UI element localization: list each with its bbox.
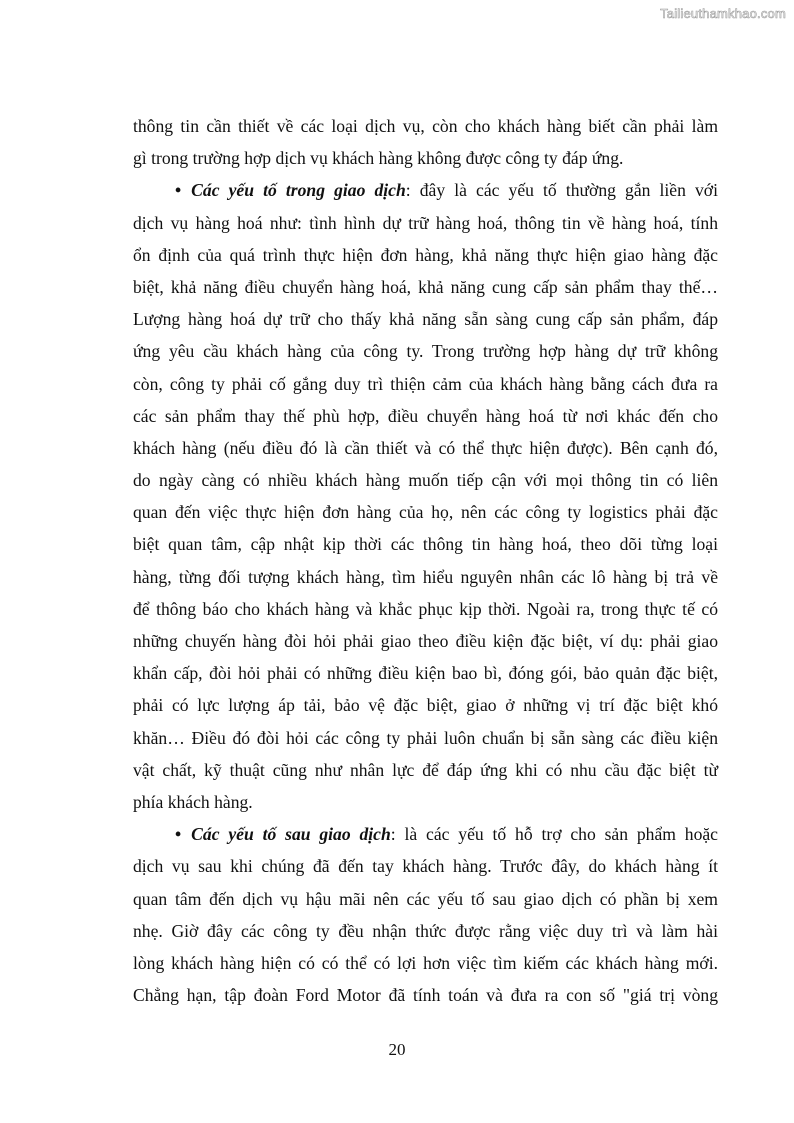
intro-line: thông tin cần thiết về các loại dịch vụ, còn cho khách hàng biết cần phải làm	[133, 116, 718, 136]
bullet-transaction-first-line	[133, 174, 718, 206]
page-number: 20	[388, 1040, 406, 1059]
paragraph-line: còn, công ty phải cố gắng duy trì thiện cảm của khách hàng bằng cách đưa ra	[133, 373, 718, 394]
paragraph-line: khách hàng (nếu điều đó là cần thiết và có thể thực hiện được). Bên cạnh đó,	[133, 437, 718, 458]
watermark-text: Tailieuthamkhao.com	[660, 6, 786, 21]
paragraph-line: do ngày càng có nhiều khách hàng muốn tiếp cận với mọi thông tin có liên	[133, 470, 718, 491]
paragraph-line: biệt quan tâm, cập nhật kịp thời các thông tin hàng hoá, theo dõi từng loại	[133, 534, 718, 555]
paragraph-line: các sản phẩm thay thế phù hợp, điều chuyển hàng hoá từ nơi khác đến cho	[133, 405, 718, 426]
paragraph-line: khăn… Điều đó đòi hỏi các công ty phải luôn chuẩn bị sẵn sàng các điều kiện	[133, 727, 718, 748]
bullet-term: Các yếu tố sau giao dịch	[191, 824, 391, 845]
paragraph-line: dịch vụ hàng hoá như: tình hình dự trữ hàng hoá, thông tin về hàng hoá, tính	[133, 212, 718, 233]
paragraph-line: Chẳng hạn, tập đoàn Ford Motor đã tính toán và đưa ra con số "giá trị vòng	[133, 985, 718, 1006]
bullet-text: : đây là các yếu tố thường gắn liền với	[405, 180, 718, 201]
paragraph-line: lòng khách hàng hiện có có thể có lợi hơn việc tìm kiếm các khách hàng mới.	[133, 952, 718, 973]
paragraph-line: những chuyến hàng đòi hỏi phải giao theo điều kiện đặc biệt, ví dụ: phải giao	[133, 631, 718, 651]
intro-line: gì trong trường hợp dịch vụ khách hàng không được công ty đáp ứng.	[133, 148, 624, 169]
paragraph-line: Lượng hàng hoá dự trữ cho thấy khả năng sẵn sàng cung cấp sản phẩm, đáp	[133, 309, 718, 330]
paragraph-line: khẩn cấp, đòi hỏi phải có những điều kiện bao bì, đóng gói, bảo quản đặc biệt,	[133, 663, 718, 684]
paragraph-line: vật chất, kỹ thuật cũng như nhân lực để đáp ứng khi có nhu cầu đặc biệt từ	[133, 759, 718, 780]
bullet-term: Các yếu tố trong giao dịch	[191, 180, 406, 201]
bullet-icon: •	[175, 180, 182, 201]
paragraph-line: quan đến việc thực hiện đơn hàng của họ, nên các công ty logistics phải đặc	[133, 502, 718, 523]
paragraph-line: ứng yêu cầu khách hàng của công ty. Trong trường hợp hàng dự trữ không	[133, 341, 718, 362]
paragraph-line: phía khách hàng.	[133, 791, 253, 812]
paragraph-line: quan tâm đến dịch vụ hậu mãi nên các yếu tố sau giao dịch có phần bị xem	[133, 888, 718, 909]
paragraph-line: nhẹ. Giờ đây các công ty đều nhận thức được rằng việc duy trì và làm hài	[133, 920, 718, 941]
bullet-post-transaction-first-line	[133, 818, 718, 850]
bullet-icon: •	[175, 824, 182, 845]
paragraph-line: phải có lực lượng áp tải, bảo vệ đặc biệt, giao ở những vị trí đặc biệt khó	[133, 695, 718, 716]
paragraph-line: dịch vụ sau khi chúng đã đến tay khách hàng. Trước đây, do khách hàng ít	[133, 856, 718, 877]
document-body	[133, 110, 718, 1011]
paragraph-line: để thông báo cho khách hàng và khắc phục kịp thời. Ngoài ra, trong thực tế có	[133, 598, 718, 619]
paragraph-line: hàng, từng đối tượng khách hàng, tìm hiểu nguyên nhân các lô hàng bị trả về	[133, 566, 718, 587]
bullet-text: : là các yếu tố hỗ trợ cho sản phẩm hoặc	[390, 824, 718, 845]
paragraph-line: biệt, khả năng điều chuyển hàng hoá, khả năng cung cấp sản phẩm thay thế…	[133, 276, 718, 297]
paragraph-line: ổn định của quá trình thực hiện đơn hàng, khả năng thực hiện giao hàng đặc	[133, 244, 718, 265]
